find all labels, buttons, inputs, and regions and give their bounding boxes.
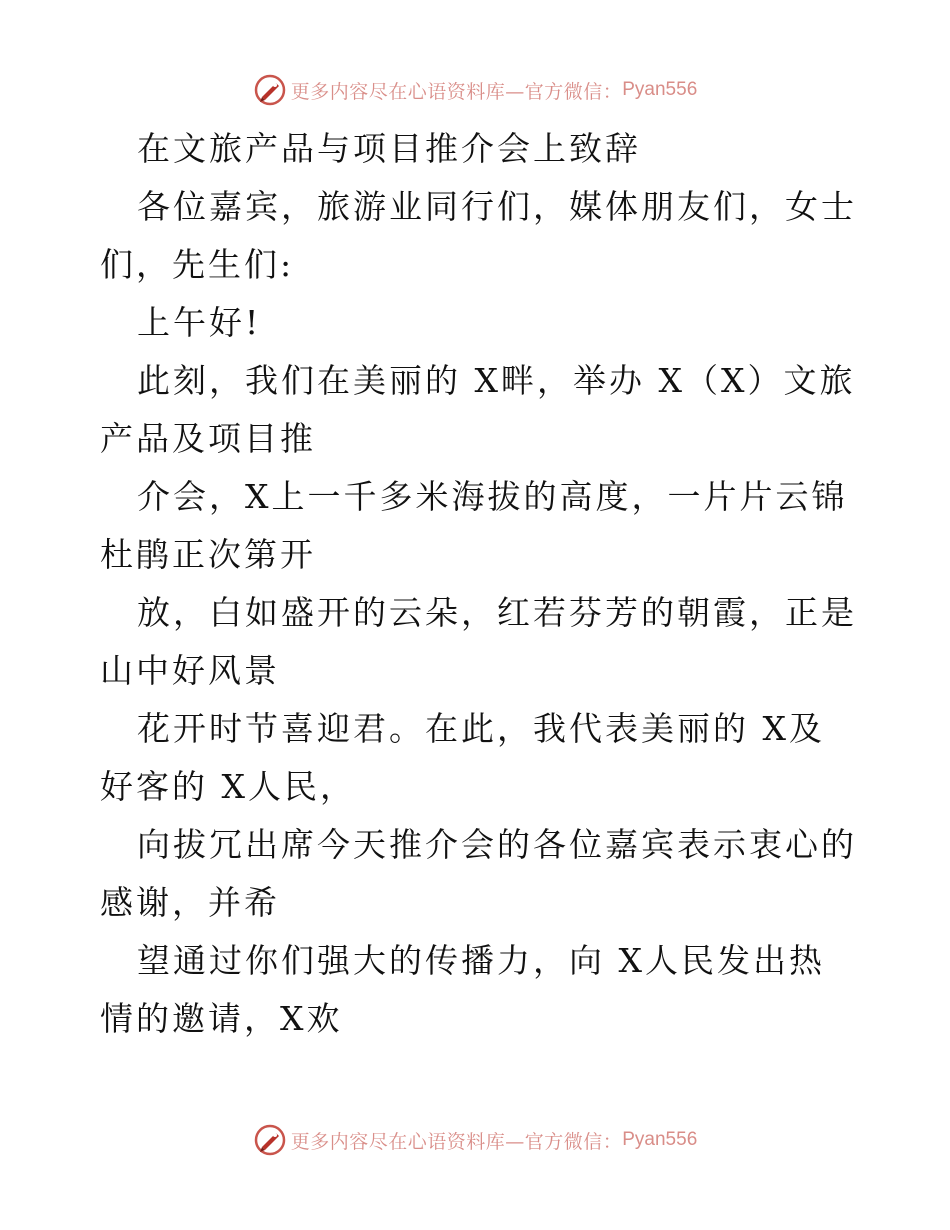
quill-pen-logo-icon	[253, 73, 287, 107]
quill-pen-logo-icon	[253, 1123, 287, 1157]
paragraph: 介会，X上一千多米海拔的高度，一片片云锦杜鹃正次第开	[100, 477, 848, 574]
document-title: 在文旅产品与项目推介会上致辞	[137, 129, 641, 168]
header-banner	[0, 70, 950, 110]
paragraph: 放，白如盛开的云朵，红若芬芳的朝霞，正是山中好风景	[100, 593, 857, 690]
banner-text: 更多内容尽在心语资料库—官方微信：	[290, 1130, 623, 1153]
paragraph: 望通过你们强大的传播力，向 X人民发出热情的邀请，X欢	[100, 941, 825, 1038]
paragraph-greeting: 上午好!	[137, 303, 262, 342]
paragraph-salutation: 各位嘉宾，旅游业同行们，媒体朋友们，女士们，先生们:	[100, 187, 857, 284]
banner-wechat-id: Pyan556	[622, 1129, 698, 1150]
banner-text: 更多内容尽在心语资料库—官方微信：	[290, 80, 623, 103]
document-body	[100, 120, 860, 1048]
paragraph: 此刻，我们在美丽的 X畔，举办 X（X）文旅产品及项目推	[100, 361, 856, 458]
banner-wechat-id: Pyan556	[622, 79, 698, 100]
footer-banner	[0, 1120, 950, 1160]
paragraph: 花开时节喜迎君。在此，我代表美丽的 X及好客的 X人民，	[100, 709, 825, 806]
paragraph: 向拔冗出席今天推介会的各位嘉宾表示衷心的感谢，并希	[100, 825, 857, 922]
